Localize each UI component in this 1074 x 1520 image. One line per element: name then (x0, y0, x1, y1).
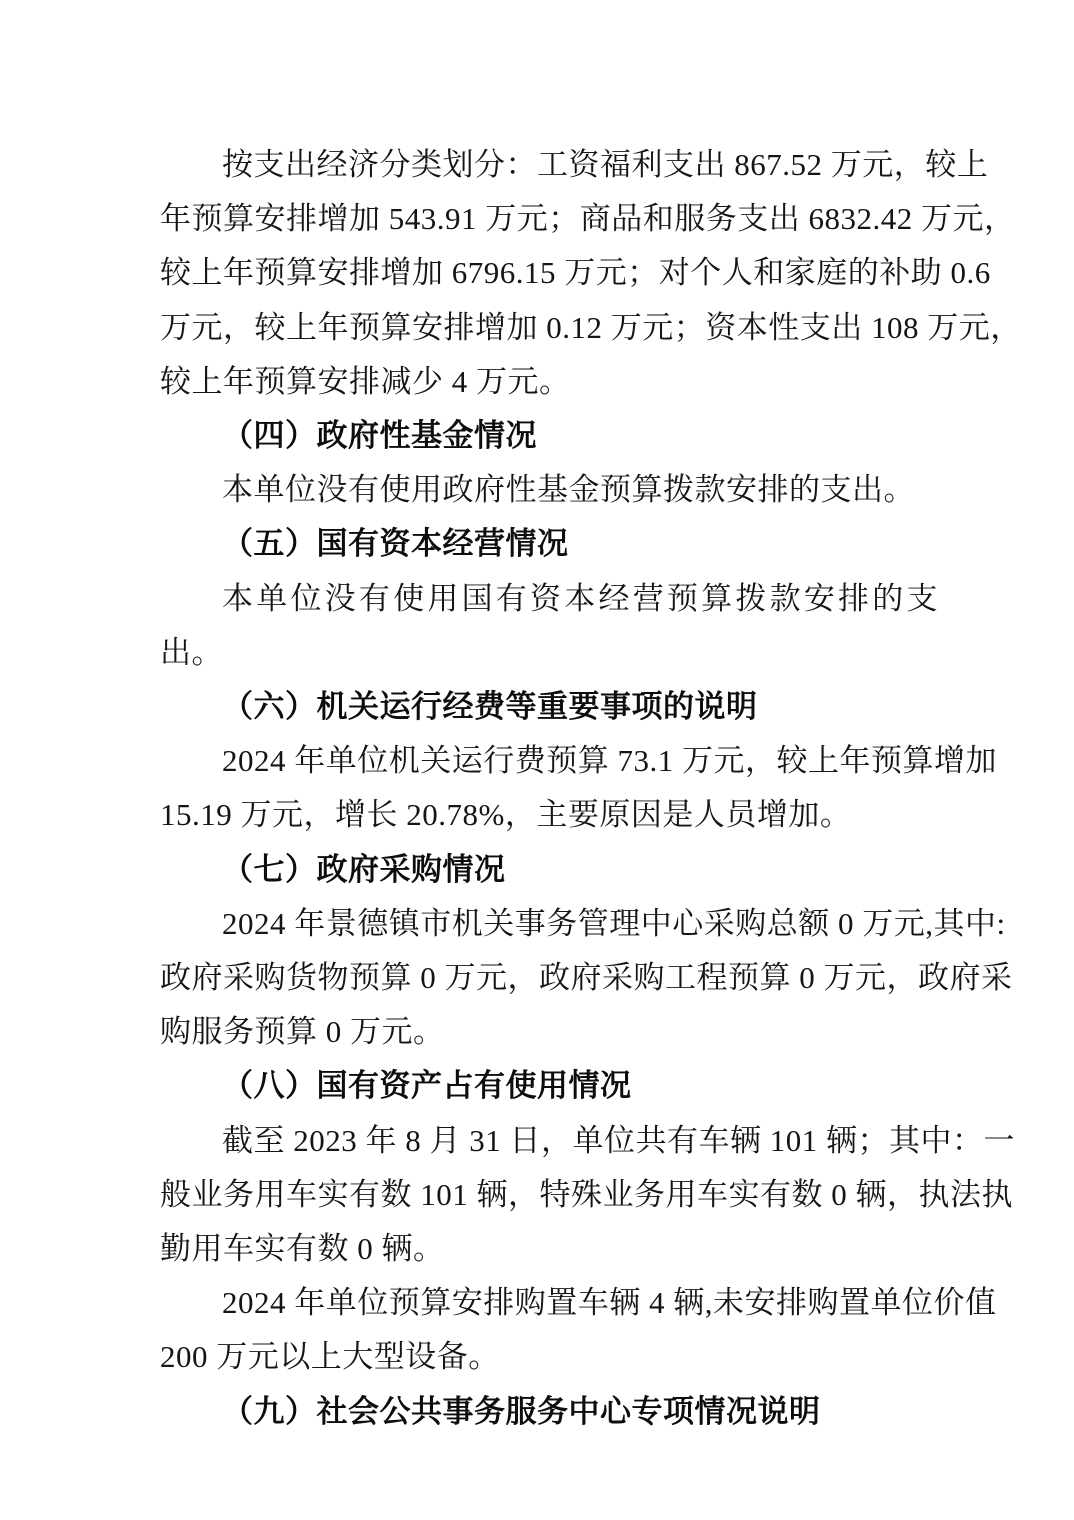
para-operating-expenses-line: 2024 年单位机关运行费预算 73.1 万元，较上年预算增加 (222, 743, 997, 779)
heading-section-7-government-procurement: （七）政府采购情况 (222, 851, 506, 887)
para-expenditure-economic-classification-line: 较上年预算安排增加 6796.15 万元；对个人和家庭的补助 0.6 (160, 255, 991, 291)
para-state-assets-vehicles-line: 截至 2023 年 8 月 31 日，单位共有车辆 101 辆；其中：一 (222, 1122, 1015, 1158)
heading-section-8-state-assets: （八）国有资产占有使用情况 (222, 1068, 632, 1104)
para-expenditure-economic-classification-line: 年预算安排增加 543.91 万元；商品和服务支出 6832.42 万元， (160, 201, 1016, 237)
para-vehicle-purchase-plan-line: 200 万元以上大型设备。 (160, 1339, 500, 1375)
document-content (160, 138, 1022, 1439)
para-state-assets-vehicles-line: 般业务用车实有数 101 辆，特殊业务用车实有数 0 辆，执法执 (160, 1176, 1013, 1212)
para-expenditure-economic-classification-line: 万元，较上年预算安排增加 0.12 万元；资本性支出 108 万元， (160, 309, 1022, 345)
para-expenditure-economic-classification-line: 较上年预算安排减少 4 万元。 (160, 363, 571, 399)
para-government-procurement-line: 政府采购货物预算 0 万元，政府采购工程预算 0 万元，政府采 (160, 960, 1013, 996)
para-government-procurement-line: 购服务预算 0 万元。 (160, 1014, 445, 1050)
para-operating-expenses-line: 15.19 万元，增长 20.78%，主要原因是人员增加。 (160, 797, 852, 833)
heading-section-9-public-affairs-center: （九）社会公共事务服务中心专项情况说明 (222, 1393, 821, 1429)
para-state-capital-line: 本单位没有使用国有资本经营预算拨款安排的支出。 (160, 580, 938, 670)
para-government-procurement-line: 2024 年景德镇市机关事务管理中心采购总额 0 万元,其中: (222, 905, 1006, 941)
para-government-funds-line: 本单位没有使用政府性基金预算拨款安排的支出。 (222, 472, 915, 508)
heading-section-6-operating-expenses: （六）机关运行经费等重要事项的说明 (222, 689, 758, 725)
heading-section-4-government-funds: （四）政府性基金情况 (222, 418, 537, 454)
para-state-assets-vehicles-line: 勤用车实有数 0 辆。 (160, 1231, 445, 1267)
para-expenditure-economic-classification-line: 按支出经济分类划分：工资福利支出 867.52 万元，较上 (222, 147, 989, 182)
heading-section-5-state-capital: （五）国有资本经营情况 (222, 526, 569, 562)
para-vehicle-purchase-plan-line: 2024 年单位预算安排购置车辆 4 辆,未安排购置单位价值 (222, 1285, 997, 1321)
